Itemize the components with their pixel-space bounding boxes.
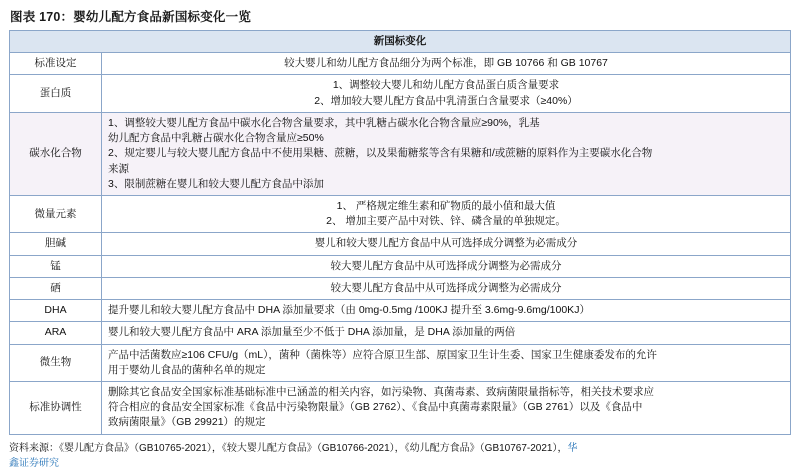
row-content: [102, 195, 791, 232]
row-content: [102, 277, 791, 299]
row-content: [102, 344, 791, 381]
source-brand-2: 鑫证券研究: [9, 458, 59, 470]
content-line: 删除其它食品安全国家标准基础标准中已涵盖的相关内容，如污染物、真菌毒素、致病菌限量指标等，相关技术要求应: [108, 385, 654, 398]
table-row: [10, 75, 791, 112]
table-row: [10, 195, 791, 232]
row-label: 微量元素: [10, 195, 102, 232]
content-line: 用于婴幼儿食品的菌种名单的规定: [108, 363, 266, 376]
table-row: [10, 322, 791, 344]
content-line: 婴儿和较大婴儿配方食品中 ARA 添加量至少不低于 DHA 添加量，是 DHA 添加量的两倍: [108, 326, 516, 339]
row-label: 锰: [10, 255, 102, 277]
content-line: 1、调整较大婴儿和幼儿配方食品蛋白质含量要求: [332, 79, 560, 92]
content-line: 1、调整较大婴儿配方食品中碳水化合物含量要求，其中乳糖占碳水化合物含量应≥90%，乳基: [108, 116, 540, 129]
row-content: [102, 53, 791, 75]
row-label: 胆碱: [10, 233, 102, 255]
content-line: 幼儿配方食品中乳糖占碳水化合物含量应≥50%: [108, 132, 324, 145]
row-content: [102, 112, 791, 195]
source-text: 《婴儿配方食品》（GB10765-2021），《较大婴儿配方食品》（GB10766-2021），《幼儿配方食品》（GB10767-2021），: [59, 442, 568, 454]
row-label: ARA: [10, 322, 102, 344]
content-line: 产品中活菌数应≥106 CFU/g（mL），菌种（菌株等）应符合原卫生部、原国家卫生计生委、国家卫生健康委发布的允许: [108, 348, 657, 361]
standard-change-table: [9, 30, 791, 435]
content-line: 2、 增加主要产品中对铁、锌、磷含量的单独规定。: [326, 215, 566, 228]
table-header-row: [10, 31, 791, 53]
row-content: [102, 322, 791, 344]
content-line: 2、增加较大婴儿配方食品中乳清蛋白含量要求（≥40%）: [314, 94, 578, 107]
source-prefix: 资料来源：: [9, 442, 59, 454]
row-label: DHA: [10, 300, 102, 322]
row-content: [102, 300, 791, 322]
row-content: [102, 75, 791, 112]
content-line: 较大婴儿和幼儿配方食品细分为两个标准，即 GB 10766 和 GB 10767: [284, 57, 608, 70]
table-body: [10, 31, 791, 435]
row-label: 碳水化合物: [10, 112, 102, 195]
table-row: [10, 255, 791, 277]
content-line: 致病菌限量》（GB 29921）的规定: [108, 416, 266, 429]
table-row: [10, 381, 791, 434]
content-line: 来源: [108, 162, 129, 175]
table-row: [10, 112, 791, 195]
source-brand-1: 华: [567, 442, 578, 454]
table-row: [10, 277, 791, 299]
table-row: [10, 344, 791, 381]
content-line: 符合相应的食品安全国家标准《食品中污染物限量》（GB 2762）、《食品中真菌毒素限量》（GB 2761）以及《食品中: [108, 401, 643, 414]
figure-title: 图表 170：婴幼儿配方食品新国标变化一览: [10, 10, 252, 24]
row-content: [102, 233, 791, 255]
content-line: 2、规定婴儿与较大婴儿配方食品中不使用果糖、蔗糖，以及果葡糖浆等含有果糖和/或蔗糖的原料作为主要碳水化合物: [108, 147, 653, 160]
row-label: 标准协调性: [10, 381, 102, 434]
row-label: 蛋白质: [10, 75, 102, 112]
table-row: [10, 233, 791, 255]
table-row: [10, 53, 791, 75]
table-header-cell: 新国标变化: [10, 31, 791, 53]
row-label: 微生物: [10, 344, 102, 381]
row-label: 标准设定: [10, 53, 102, 75]
content-line: 婴儿和较大婴儿配方食品中从可选择成分调整为必需成分: [314, 237, 578, 250]
row-content: [102, 255, 791, 277]
content-line: 3、限制蔗糖在婴儿和较大婴儿配方食品中添加: [108, 177, 324, 190]
content-line: 提升婴儿和较大婴儿配方食品中 DHA 添加量要求（由 0mg-0.5mg /100KJ 提升至 3.6mg-9.6mg/100KJ）: [108, 304, 590, 317]
row-content: [102, 381, 791, 434]
content-line: 较大婴儿配方食品中从可选择成分调整为必需成分: [330, 259, 562, 272]
row-label: 硒: [10, 277, 102, 299]
table-row: [10, 300, 791, 322]
content-line: 较大婴儿配方食品中从可选择成分调整为必需成分: [330, 281, 562, 294]
content-line: 1、 严格规定维生素和矿物质的最小值和最大值: [336, 199, 556, 212]
source-note: [9, 441, 791, 472]
